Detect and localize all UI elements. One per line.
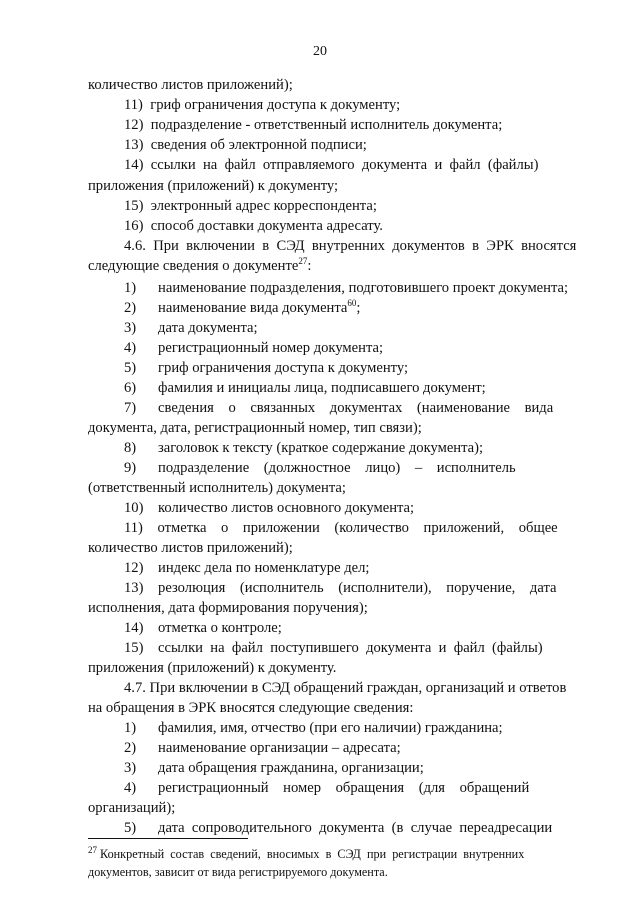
text-line: на обращения в ЭРК вносятся следующие сведения: bbox=[88, 700, 414, 716]
text-line: 3) дата документа; bbox=[124, 320, 258, 336]
text-line: 1) наименование подразделения, подготовившего проект документа; bbox=[124, 280, 569, 296]
text-line-main: 2) наименование вида документа bbox=[124, 300, 348, 316]
text-line: 1) фамилия, имя, отчество (при его наличии) гражданина; bbox=[124, 720, 503, 736]
text-line: 5) гриф ограничения доступа к документу; bbox=[124, 360, 409, 376]
text-line: 12) подразделение - ответственный исполнитель документа; bbox=[124, 117, 503, 133]
text-line-tail: : bbox=[307, 258, 312, 274]
text-line bbox=[88, 256, 593, 276]
text-line bbox=[88, 298, 593, 318]
text-line: количество листов приложений); bbox=[88, 540, 293, 556]
text-line: 4) регистрационный номер обращения (для обращений bbox=[124, 780, 530, 796]
text-line: 2) наименование организации – адресата; bbox=[124, 740, 401, 756]
footnote-line: документов, зависит от вида регистрируемого документа. bbox=[88, 865, 388, 879]
text-line: 10) количество листов основного документа; bbox=[124, 500, 415, 516]
text-line: 9) подразделение (должностное лицо) – исполнитель bbox=[124, 460, 516, 476]
page-number: 20 bbox=[313, 44, 327, 59]
text-line: 12) индекс дела по номенклатуре дел; bbox=[124, 560, 370, 576]
text-line: 15) ссылки на файл поступившего документа и файл (файлы) bbox=[124, 640, 543, 656]
text-line: 16) способ доставки документа адресату. bbox=[124, 218, 383, 234]
text-line: 4.6. При включении в СЭД внутренних документов в ЭРК вносятся bbox=[124, 238, 577, 254]
text-line: исполнения, дата формирования поручения); bbox=[88, 600, 368, 616]
text-line: 6) фамилия и инициалы лица, подписавшего документ; bbox=[124, 380, 486, 396]
text-line: 13) резолюция (исполнитель (исполнители), поручение, дата bbox=[124, 580, 557, 596]
text-line: 7) сведения о связанных документах (наименование вида bbox=[124, 400, 554, 416]
text-line: приложения (приложений) к документу. bbox=[88, 660, 337, 676]
text-line: 14) ссылки на файл отправляемого документа и файл (файлы) bbox=[124, 157, 539, 173]
text-line-main: следующие сведения о документе bbox=[88, 258, 299, 274]
text-line: приложения (приложений) к документу; bbox=[88, 178, 339, 194]
footnote-ref-60: 60 bbox=[347, 298, 357, 309]
text-line: 14) отметка о контроле; bbox=[124, 620, 282, 636]
text-line: 11) гриф ограничения доступа к документу; bbox=[124, 97, 401, 113]
text-line: 5) дата сопроводительного документа (в случае переадресации bbox=[124, 820, 553, 836]
text-line: 11) отметка о приложении (количество приложений, общее bbox=[124, 520, 558, 536]
text-line: 4) регистрационный номер документа; bbox=[124, 340, 384, 356]
text-line-tail: ; bbox=[356, 300, 361, 316]
footnote-marker: 27 bbox=[88, 844, 97, 855]
footnote-separator bbox=[88, 838, 248, 839]
text-line: 13) сведения об электронной подписи; bbox=[124, 137, 367, 153]
text-line: 4.7. При включении в СЭД обращений граждан, организаций и ответов bbox=[124, 680, 567, 696]
text-line: 8) заголовок к тексту (краткое содержание документа); bbox=[124, 440, 484, 456]
text-line: документа, дата, регистрационный номер, тип связи); bbox=[88, 420, 422, 436]
text-line: 3) дата обращения гражданина, организации; bbox=[124, 760, 424, 776]
footnote-text: Конкретный состав сведений, вносимых в СЭД при регистрации внутренних bbox=[97, 847, 525, 861]
text-line: 15) электронный адрес корреспондента; bbox=[124, 198, 377, 214]
footnote-line bbox=[88, 845, 593, 863]
text-line: (ответственный исполнитель) документа; bbox=[88, 480, 346, 496]
footnote-ref-27: 27 bbox=[298, 256, 308, 267]
text-line: организаций); bbox=[88, 800, 176, 816]
text-line: количество листов приложений); bbox=[88, 77, 293, 93]
